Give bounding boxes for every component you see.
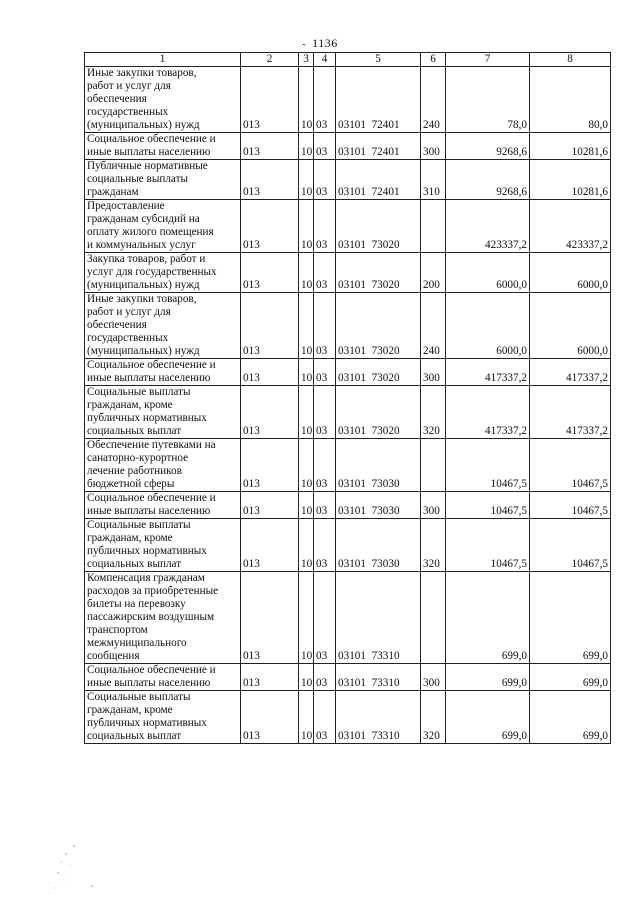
column-number: 2: [241, 53, 299, 67]
expense-name-cell: [85, 691, 241, 744]
table-row: [85, 519, 611, 572]
expense-name-line: публичных нормативных: [87, 412, 207, 424]
expense-name-cell: [85, 492, 241, 519]
amount-year-2-cell: 10281,6: [530, 160, 611, 200]
target-article-cell: 03101 73020: [336, 253, 421, 293]
section-code-cell: 10: [299, 67, 314, 133]
column-number: 5: [336, 53, 421, 67]
table-row: [85, 160, 611, 200]
subsection-code-cell: 03: [314, 133, 336, 160]
table-row: [85, 386, 611, 439]
scan-specks: [52, 842, 112, 897]
expense-name-line: социальных выплат: [87, 425, 182, 437]
ministry-code-cell: 013: [241, 200, 299, 253]
expense-type-cell: 300: [421, 664, 446, 691]
expense-type-cell: 300: [421, 133, 446, 160]
page-number-value: 1136: [312, 36, 338, 50]
expense-name-line: социальные выплаты: [87, 173, 188, 185]
amount-year-1-cell: 699,0: [446, 572, 530, 664]
expense-name-line: гражданам, кроме: [87, 532, 173, 544]
amount-year-2-cell: 423337,2: [530, 200, 611, 253]
expense-name-line: транспортом: [87, 624, 148, 636]
expense-name-line: обеспечения: [87, 319, 147, 331]
subsection-code-cell: 03: [314, 664, 336, 691]
expense-name-line: бюджетной сферы: [87, 478, 175, 490]
table-row: [85, 691, 611, 744]
expense-name-line: межмуниципального: [87, 637, 187, 649]
expense-type-cell: 200: [421, 253, 446, 293]
amount-year-2-cell: 10281,6: [530, 133, 611, 160]
section-code-cell: 10: [299, 133, 314, 160]
expense-name-line: расходов за приобретенные: [87, 585, 219, 597]
expense-name-line: социальных выплат: [87, 730, 182, 742]
table-row: [85, 293, 611, 359]
expense-name-line: гражданам субсидий на: [87, 213, 200, 225]
subsection-code-cell: 03: [314, 492, 336, 519]
amount-year-1-cell: 6000,0: [446, 293, 530, 359]
amount-year-1-cell: 417337,2: [446, 386, 530, 439]
expense-name-line: Предоставление: [87, 200, 165, 212]
expense-type-cell: [421, 572, 446, 664]
expense-type-cell: 300: [421, 359, 446, 386]
amount-year-2-cell: 417337,2: [530, 359, 611, 386]
expense-name-line: Иные закупки товаров,: [87, 67, 197, 79]
expense-type-cell: 240: [421, 293, 446, 359]
section-code-cell: 10: [299, 160, 314, 200]
expense-name-line: услуг для государственных: [87, 266, 217, 278]
target-article-cell: 03101 73030: [336, 519, 421, 572]
expense-type-cell: [421, 439, 446, 492]
expense-name-line: (муниципальных) нужд: [87, 279, 200, 291]
section-code-cell: 10: [299, 492, 314, 519]
table-row: [85, 133, 611, 160]
expense-type-cell: 320: [421, 691, 446, 744]
amount-year-2-cell: 10467,5: [530, 439, 611, 492]
target-article-cell: 03101 73030: [336, 439, 421, 492]
column-number: 7: [446, 53, 530, 67]
target-article-cell: 03101 73020: [336, 359, 421, 386]
expense-name-cell: [85, 160, 241, 200]
expense-name-line: Компенсация гражданам: [87, 572, 205, 584]
subsection-code-cell: 03: [314, 293, 336, 359]
expense-name-cell: [85, 253, 241, 293]
expense-name-line: Социальное обеспечение и: [87, 133, 216, 145]
section-code-cell: 10: [299, 200, 314, 253]
amount-year-1-cell: 423337,2: [446, 200, 530, 253]
section-code-cell: 10: [299, 293, 314, 359]
expense-name-line: Социальные выплаты: [87, 386, 191, 398]
expense-name-line: иные выплаты населению: [87, 372, 211, 384]
subsection-code-cell: 03: [314, 519, 336, 572]
amount-year-1-cell: 699,0: [446, 691, 530, 744]
expense-name-line: гражданам: [87, 186, 139, 198]
ministry-code-cell: 013: [241, 691, 299, 744]
expense-name-line: гражданам, кроме: [87, 704, 173, 716]
table-row: [85, 67, 611, 133]
target-article-cell: 03101 72401: [336, 160, 421, 200]
expense-name-cell: [85, 133, 241, 160]
subsection-code-cell: 03: [314, 200, 336, 253]
amount-year-2-cell: 80,0: [530, 67, 611, 133]
table-row: [85, 572, 611, 664]
amount-year-2-cell: 699,0: [530, 664, 611, 691]
amount-year-2-cell: 10467,5: [530, 519, 611, 572]
subsection-code-cell: 03: [314, 359, 336, 386]
column-number: 3: [299, 53, 314, 67]
ministry-code-cell: 013: [241, 386, 299, 439]
expense-name-line: (муниципальных) нужд: [87, 345, 200, 357]
ministry-code-cell: 013: [241, 253, 299, 293]
amount-year-1-cell: 10467,5: [446, 492, 530, 519]
ministry-code-cell: 013: [241, 133, 299, 160]
ministry-code-cell: 013: [241, 439, 299, 492]
table-body: [85, 67, 611, 744]
column-number: 1: [85, 53, 241, 67]
expense-name-line: публичных нормативных: [87, 545, 207, 557]
amount-year-1-cell: 417337,2: [446, 359, 530, 386]
expense-name-cell: [85, 386, 241, 439]
ministry-code-cell: 013: [241, 492, 299, 519]
expense-name-line: Социальные выплаты: [87, 691, 191, 703]
ministry-code-cell: 013: [241, 664, 299, 691]
expense-name-cell: [85, 439, 241, 492]
target-article-cell: 03101 73310: [336, 691, 421, 744]
target-article-cell: 03101 73020: [336, 386, 421, 439]
target-article-cell: 03101 73030: [336, 492, 421, 519]
column-number: 6: [421, 53, 446, 67]
amount-year-2-cell: 6000,0: [530, 293, 611, 359]
expense-name-line: Социальные выплаты: [87, 519, 191, 531]
expense-name-line: Закупка товаров, работ и: [87, 253, 206, 265]
amount-year-1-cell: 9268,6: [446, 160, 530, 200]
expense-name-line: билеты на перевозку: [87, 598, 186, 610]
target-article-cell: 03101 73310: [336, 572, 421, 664]
expense-name-line: публичных нормативных: [87, 717, 207, 729]
table-row: [85, 200, 611, 253]
amount-year-1-cell: 6000,0: [446, 253, 530, 293]
subsection-code-cell: 03: [314, 572, 336, 664]
amount-year-1-cell: 9268,6: [446, 133, 530, 160]
expense-name-line: государственных: [87, 106, 169, 118]
expense-name-line: (муниципальных) нужд: [87, 119, 200, 131]
expense-name-line: Иные закупки товаров,: [87, 293, 197, 305]
subsection-code-cell: 03: [314, 439, 336, 492]
expense-type-cell: 320: [421, 519, 446, 572]
subsection-code-cell: 03: [314, 691, 336, 744]
amount-year-1-cell: 10467,5: [446, 519, 530, 572]
amount-year-2-cell: 417337,2: [530, 386, 611, 439]
amount-year-2-cell: 699,0: [530, 572, 611, 664]
subsection-code-cell: 03: [314, 67, 336, 133]
expense-name-line: оплату жилого помещения: [87, 226, 214, 238]
expense-name-line: и коммунальных услуг: [87, 239, 196, 251]
expense-name-line: сообщения: [87, 650, 140, 662]
expense-name-cell: [85, 293, 241, 359]
subsection-code-cell: 03: [314, 253, 336, 293]
amount-year-1-cell: 78,0: [446, 67, 530, 133]
amount-year-2-cell: 10467,5: [530, 492, 611, 519]
ministry-code-cell: 013: [241, 160, 299, 200]
expense-name-line: работ и услуг для: [87, 306, 171, 318]
amount-year-1-cell: 699,0: [446, 664, 530, 691]
expense-name-cell: [85, 359, 241, 386]
expense-name-line: Социальное обеспечение и: [87, 359, 216, 371]
table-row: [85, 439, 611, 492]
target-article-cell: 03101 73020: [336, 293, 421, 359]
column-number: 8: [530, 53, 611, 67]
expense-name-cell: [85, 200, 241, 253]
budget-table: [84, 52, 611, 744]
expense-name-line: пассажирским воздушным: [87, 611, 215, 623]
table-row: [85, 253, 611, 293]
expense-name-line: лечение работников: [87, 465, 182, 477]
expense-name-line: обеспечения: [87, 93, 147, 105]
amount-year-2-cell: 699,0: [530, 691, 611, 744]
target-article-cell: 03101 73020: [336, 200, 421, 253]
ministry-code-cell: 013: [241, 67, 299, 133]
expense-name-line: государственных: [87, 332, 169, 344]
expense-name-line: Публичные нормативные: [87, 160, 208, 172]
column-number: 4: [314, 53, 336, 67]
page-number-dash: -: [302, 39, 307, 50]
expense-name-line: иные выплаты населению: [87, 505, 211, 517]
section-code-cell: 10: [299, 386, 314, 439]
ministry-code-cell: 013: [241, 293, 299, 359]
section-code-cell: 10: [299, 691, 314, 744]
expense-name-line: Обеспечение путевками на: [87, 439, 216, 451]
target-article-cell: 03101 73310: [336, 664, 421, 691]
subsection-code-cell: 03: [314, 160, 336, 200]
table-row: [85, 664, 611, 691]
section-code-cell: 10: [299, 359, 314, 386]
expense-name-cell: [85, 664, 241, 691]
amount-year-2-cell: 6000,0: [530, 253, 611, 293]
subsection-code-cell: 03: [314, 386, 336, 439]
section-code-cell: 10: [299, 664, 314, 691]
expense-type-cell: 240: [421, 67, 446, 133]
section-code-cell: 10: [299, 253, 314, 293]
expense-name-line: Социальное обеспечение и: [87, 664, 216, 676]
column-number-row: [85, 53, 611, 67]
expense-name-line: социальных выплат: [87, 558, 182, 570]
expense-name-line: иные выплаты населению: [87, 677, 211, 689]
section-code-cell: 10: [299, 439, 314, 492]
expense-name-line: санаторно-курортное: [87, 452, 189, 464]
page-number: [0, 36, 640, 51]
table-row: [85, 492, 611, 519]
expense-name-line: работ и услуг для: [87, 80, 171, 92]
expense-name-cell: [85, 519, 241, 572]
amount-year-1-cell: 10467,5: [446, 439, 530, 492]
expense-name-cell: [85, 67, 241, 133]
expense-name-cell: [85, 572, 241, 664]
expense-type-cell: 310: [421, 160, 446, 200]
target-article-cell: 03101 72401: [336, 67, 421, 133]
expense-name-line: иные выплаты населению: [87, 146, 211, 158]
expense-type-cell: [421, 200, 446, 253]
expense-name-line: гражданам, кроме: [87, 399, 173, 411]
section-code-cell: 10: [299, 519, 314, 572]
ministry-code-cell: 013: [241, 519, 299, 572]
ministry-code-cell: 013: [241, 359, 299, 386]
ministry-code-cell: 013: [241, 572, 299, 664]
expense-type-cell: 320: [421, 386, 446, 439]
expense-name-line: Социальное обеспечение и: [87, 492, 216, 504]
table-row: [85, 359, 611, 386]
expense-type-cell: 300: [421, 492, 446, 519]
section-code-cell: 10: [299, 572, 314, 664]
target-article-cell: 03101 72401: [336, 133, 421, 160]
